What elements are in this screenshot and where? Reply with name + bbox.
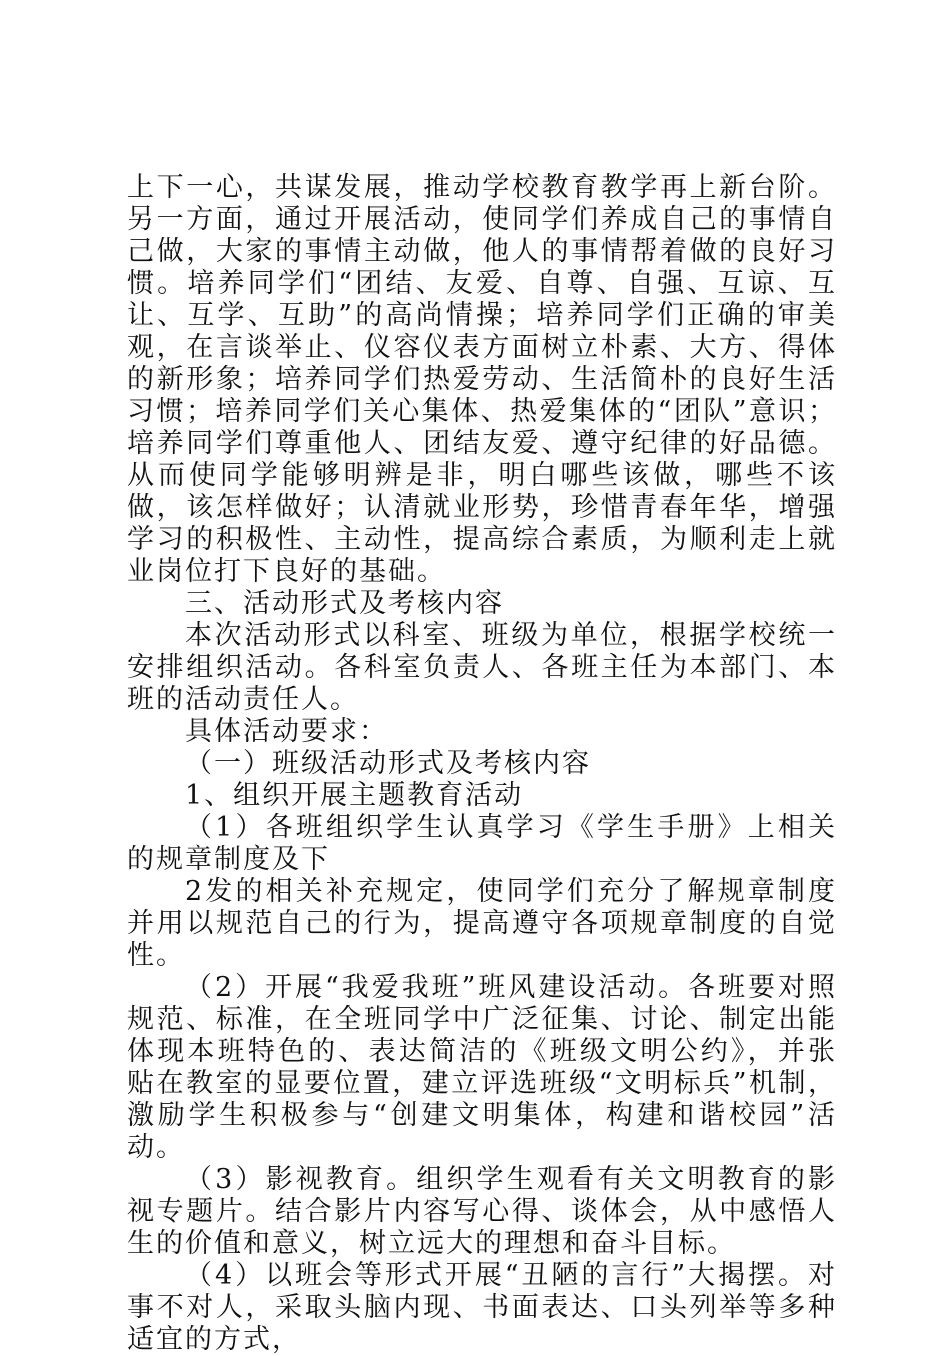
subheading-class-activities: （一）班级活动形式及考核内容: [185, 748, 591, 779]
paragraph-item-1: （1）各班组织学生认真学习《学生手册》上相关的规章制度及下: [127, 812, 837, 875]
subheading-theme-education: 1、组织开展主题教育活动: [185, 780, 524, 811]
section-heading-activity-form: 三、活动形式及考核内容: [185, 588, 504, 619]
document-body: [127, 172, 837, 1356]
subheading-specific-requirements: 具体活动要求：: [185, 716, 388, 747]
paragraph-item-4: （4）以班会等形式开展“丑陋的言行”大揭摆。对事不对人，采取头脑内现、书面表达、口头列举等多种适宜的方式，: [127, 1260, 837, 1355]
paragraph-activity-organization: 本次活动形式以科室、班级为单位，根据学校统一安排组织活动。各科室负责人、各班主任为本部门、本班的活动责任人。: [127, 620, 837, 715]
paragraph-item-1-continued: 2发的相关补充规定，使同学们充分了解规章制度并用以规范自己的行为，提高遵守各项规章制度的自觉性。: [127, 876, 837, 971]
paragraph-item-2: （2）开展“我爱我班”班风建设活动。各班要对照规范、标准，在全班同学中广泛征集、讨论、制定出能体现本班特色的、表达简洁的《班级文明公约》，并张贴在教室的显要位置，建立评选班级“文明标兵”机制，激励学生积极参与“创建文明集体，构建和谐校园”活动。: [127, 972, 837, 1163]
paragraph-item-3: （3）影视教育。组织学生观看有关文明教育的影视专题片。结合影片内容写心得、谈体会，从中感悟人生的价值和意义，树立远大的理想和奋斗目标。: [127, 1164, 837, 1259]
paragraph-goals: 上下一心，共谋发展，推动学校教育教学再上新台阶。另一方面，通过开展活动，使同学们养成自己的事情自己做，大家的事情主动做，他人的事情帮着做的良好习惯。培养同学们“团结、友爱、自尊、自强、互谅、互让、互学、互助”的高尚情操；培养同学们正确的审美观，在言谈举止、仪容仪表方面树立朴素、大方、得体的新形象；培养同学们热爱劳动、生活简朴的良好生活习惯；培养同学们关心集体、热爱集体的“团队”意识；培养同学们尊重他人、团结友爱、遵守纪律的好品德。从而使同学能够明辨是非，明白哪些该做，哪些不该做，该怎样做好；认清就业形势，珍惜青春年华，增强学习的积极性、主动性，提高综合素质，为顺利走上就业岗位打下良好的基础。: [127, 172, 837, 587]
